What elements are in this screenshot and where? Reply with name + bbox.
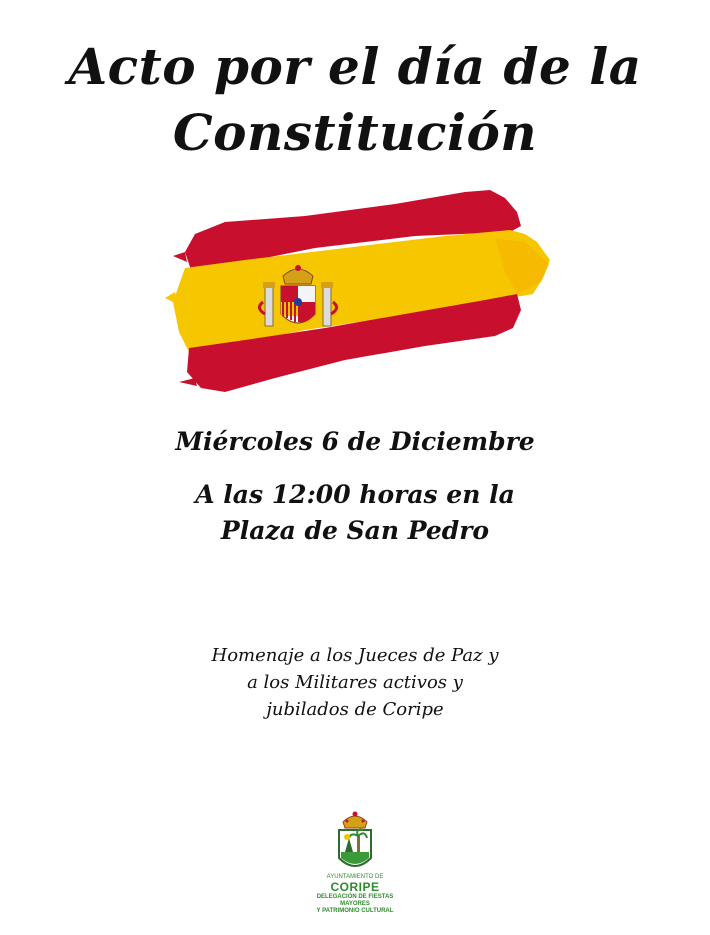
tribute-text [0,642,710,723]
title-line-1: Acto por el día de la [68,37,642,96]
logo-dept-line-1: DELEGACIÓN DE FIESTAS [316,894,394,900]
logo-org-line: AYUNTAMIENTO DE [326,874,384,880]
coripe-crest-icon [335,810,375,874]
logo-dept-line-2: MAYORES [340,901,370,907]
logo-org-name: CORIPE [330,880,380,894]
logo-dept-line-3: Y PATRIMONIO CULTURAL [316,908,394,914]
spain-flag-icon [165,182,550,397]
event-place: Plaza de San Pedro [220,516,490,545]
event-time-place [0,477,710,549]
event-date: Miércoles 6 de Diciembre [175,427,535,456]
event-time: A las 12:00 horas en la [195,480,515,509]
tribute-line-2: a los Militares activos y [247,672,463,693]
coripe-logo [300,810,410,915]
poster-title [0,34,710,166]
tribute-line-1: Homenaje a los Jueces de Paz y [211,645,499,666]
title-line-2: Constitución [172,103,538,162]
tribute-line-3: jubilados de Coripe [266,699,444,720]
